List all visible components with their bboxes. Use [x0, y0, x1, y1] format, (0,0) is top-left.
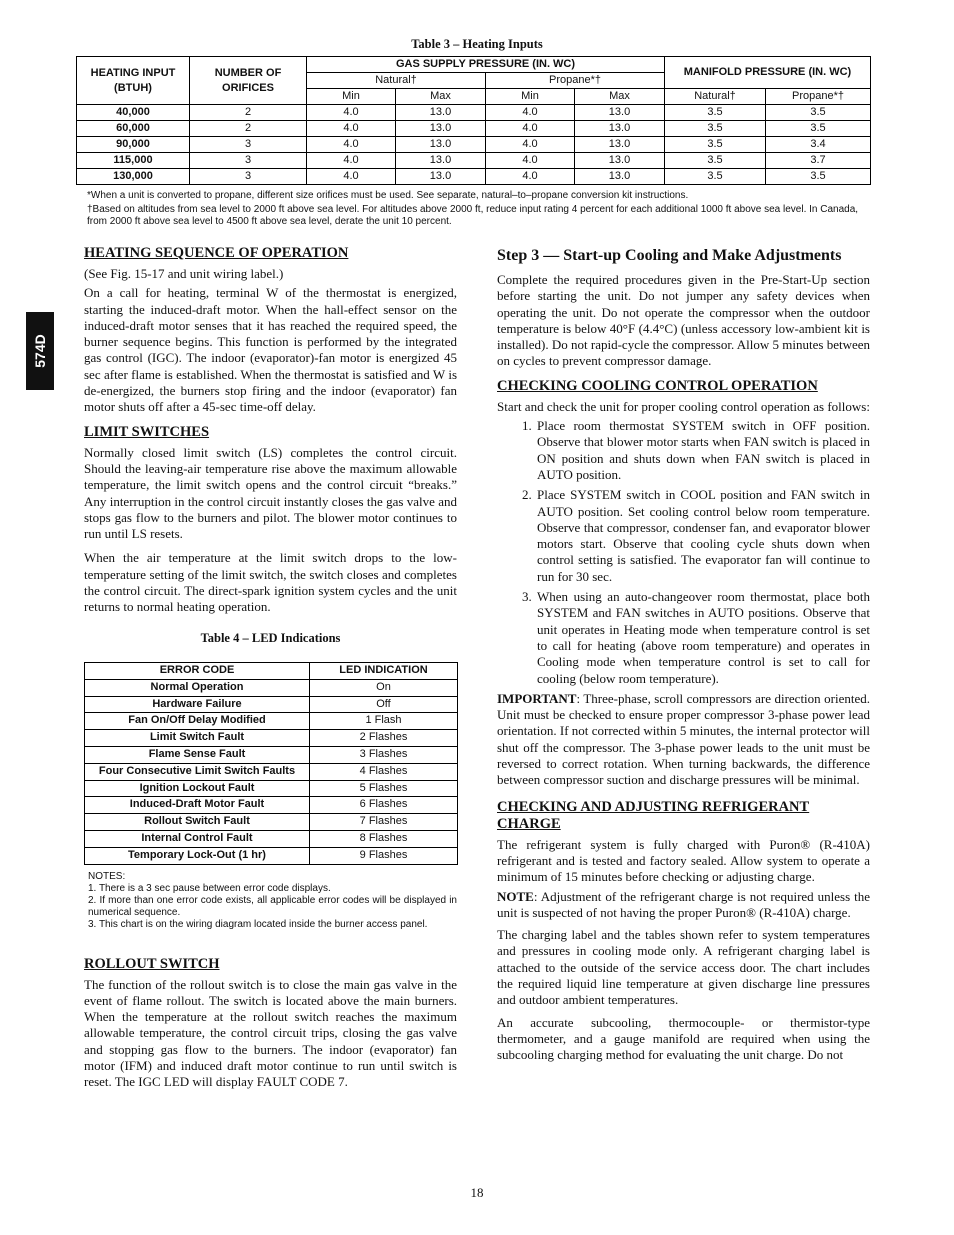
table4-notes	[88, 871, 457, 932]
header-manifold-propane: Propane*†	[766, 89, 871, 105]
led-indications-table	[84, 662, 458, 865]
header-error-code: ERROR CODE	[85, 662, 310, 679]
table4-row	[85, 780, 458, 797]
step3-body: Complete the required procedures given in the Pre-Start-Up section before starting the unit. Do not jumper any safety devices when operating the unit. Do not operate the compressor when the outdoor temperature is below 40°F (4.4°C) (unless accessory low-ambient kit is installed). Do not rapid-cycle the compressor. Allow 5 minutes between on cycles to prevent compressor damage.	[497, 272, 870, 369]
error-code-cell: Flame Sense Fault	[85, 746, 310, 763]
cooling-step: 1. Place room thermostat SYSTEM switch in OFF position. Observe that blower motor starts when FAN switch is placed in ON position and shuts down when FAN switch is placed in AUTO position.	[535, 418, 870, 483]
table4-note: 1. There is a 3 sec pause between error code displays.	[88, 882, 331, 894]
table3-cell: 3.5	[665, 105, 766, 121]
error-code-cell: Four Consecutive Limit Switch Faults	[85, 763, 310, 780]
table3-cell: 13.0	[575, 105, 665, 121]
table3-row	[77, 169, 871, 185]
important-body: : Three-phase, scroll compressors are direction oriented. Unit must be checked to ensure proper compressor 3-phase power lead orientation. If not corrected within 5 minutes, the internal protector will shut off the compressor. The 3-phase power leads to the unit must be reversed to correct rotation. When turning backwards, the difference between compressor suction and discharge pressures will be minimal.	[497, 690, 870, 788]
table3-cell: 3.5	[665, 121, 766, 137]
error-code-cell: Normal Operation	[85, 679, 310, 696]
cooling-step: 3. When using an auto-changeover room thermostat, place both SYSTEM and FAN switches in AUTO positions. Observe that unit operates in Heating mode when temperature control is set to call for heating (above room temperature) and operates in Cooling mode when temperature control is set to call for cooling (below room temperature).	[535, 589, 870, 687]
header-manifold: MANIFOLD PRESSURE (IN. WC)	[665, 57, 871, 89]
note-paragraph	[497, 889, 870, 922]
error-code-cell: Ignition Lockout Fault	[85, 780, 310, 797]
refrigerant-charge-heading: CHECKING AND ADJUSTING REFRIGERANT CHARGE	[497, 798, 810, 832]
important-label: IMPORTANT	[497, 690, 577, 706]
error-code-cell: Fan On/Off Delay Modified	[85, 713, 310, 730]
table3-cell: 4.0	[307, 153, 396, 169]
table4-note: 3. This chart is on the wiring diagram located inside the burner access panel.	[88, 919, 428, 931]
led-indication-cell: 5 Flashes	[310, 780, 458, 797]
limit-switches-heading: LIMIT SWITCHES	[84, 423, 210, 440]
table4-row	[85, 814, 458, 831]
table3-cell: 3	[190, 137, 307, 153]
rollout-body: The function of the rollout switch is to close the main gas valve in the event of flame rollout. The switch is located above the main burners. When the temperature at the rollout switch reaches the maximum allowable temperature, the control circuit trips, closing the gas valve and stopping gas flow to the burners. The indoor (evaporator) fan motor (IFM) and induced draft motor continue to run until switch is reset. The IGC LED will display FAULT CODE 7.	[84, 976, 457, 1090]
table3-cell: 4.0	[486, 121, 575, 137]
table3-cell: 4.0	[307, 137, 396, 153]
table4-title: Table 4 – LED Indications	[200, 630, 341, 645]
table4-row	[85, 847, 458, 864]
rollout-switch-heading: ROLLOUT SWITCH	[84, 955, 220, 972]
header-natural: Natural†	[307, 73, 486, 89]
table3-cell: 4.0	[307, 121, 396, 137]
table3-cell: 13.0	[575, 169, 665, 185]
table3-cell: 13.0	[396, 153, 486, 169]
table4-row	[85, 746, 458, 763]
header-natural-max: Max	[396, 89, 486, 105]
subcooling-body: An accurate subcooling, thermocouple- or thermistor-type thermometer, and a gauge manifold are required when using the subcooling charging method for evaluating the unit charge. Do not	[497, 1014, 870, 1063]
table3-row	[77, 137, 871, 153]
table4-row	[85, 763, 458, 780]
table3-cell: 4.0	[486, 105, 575, 121]
table3-cell: 13.0	[396, 121, 486, 137]
table4-row	[85, 797, 458, 814]
header-heating-input: HEATING INPUT (BTUH)	[77, 57, 190, 105]
page-number: 18	[470, 1185, 484, 1200]
table3-cell: 3.4	[766, 137, 871, 153]
table4-note: NOTES:	[88, 870, 126, 882]
limit-body-2: When the air temperature at the limit switch drops to the low-temperature setting of the limit switch, the switch closes and completes the control circuit. The direct-spark ignition system cycles and the unit returns to normal heating operation.	[84, 550, 457, 615]
heating-see-note: (See Fig. 15-17 and unit wiring label.)	[84, 266, 284, 281]
table3-cell: 115,000	[77, 153, 190, 169]
table3-row	[77, 121, 871, 137]
cooling-control-heading: CHECKING COOLING CONTROL OPERATION	[497, 377, 818, 394]
led-indication-cell: 7 Flashes	[310, 814, 458, 831]
table3-title: Table 3 – Heating Inputs	[411, 37, 543, 51]
table3-cell: 2	[190, 105, 307, 121]
error-code-cell: Temporary Lock-Out (1 hr)	[85, 847, 310, 864]
table3-cell: 3.7	[766, 153, 871, 169]
limit-body-1: Normally closed limit switch (LS) completes the control circuit. Should the leaving-air temperature rise above the maximum allowable temperature, the limit switch opens and the control circuit “breaks.” Any interruption in the control circuit instantly closes the gas valve and stops gas flow to the burners and pilot. The blower motor continues to run until LS resets.	[84, 444, 457, 542]
table3-cell: 90,000	[77, 137, 190, 153]
led-indication-cell: 1 Flash	[310, 713, 458, 730]
table3-cell: 40,000	[77, 105, 190, 121]
table3-cell: 4.0	[486, 169, 575, 185]
table3-note: †Based on altitudes from sea level to 2000 ft above sea level. For altitudes above 2000 ft, reduce input rating 4 percent for each additional 1000 ft above sea level. In Canada, from 2000 ft above sea level to 4500 ft above sea level, derate the unit 10 percent.	[87, 204, 859, 227]
table3-cell: 13.0	[575, 153, 665, 169]
header-propane-min: Min	[486, 89, 575, 105]
charging-body: The charging label and the tables shown refer to system temperatures and pressures in cooling mode only. A refrigerant charging label is attached to the outside of the service access door. The chart includes the required liquid line temperature at given discharge line pressures and outdoor ambient temperatures.	[497, 927, 870, 1008]
header-orifices: NUMBER OF ORIFICES	[190, 57, 307, 105]
table3-cell: 4.0	[307, 105, 396, 121]
table3-cell: 3	[190, 169, 307, 185]
table3-cell: 13.0	[396, 105, 486, 121]
table4-note: 2. If more than one error code exists, all applicable error codes will be displayed in numerical sequence.	[88, 894, 457, 919]
table4-row	[85, 696, 458, 713]
table3-cell: 13.0	[575, 137, 665, 153]
refrigerant-body: The refrigerant system is fully charged with Puron® (R-410A) refrigerant and is tested and factory sealed. Allow system to operate a minimum of 15 minutes before checking or adjusting charge.	[497, 836, 870, 885]
note-body: : Adjustment of the refrigerant charge is not required unless the unit is suspected of not having the proper Puron® (R-410A) charge.	[497, 888, 870, 920]
step3-heading: Step 3 — Start-up Cooling and Make Adjustments	[497, 247, 842, 264]
error-code-cell: Induced-Draft Motor Fault	[85, 797, 310, 814]
table3-cell: 130,000	[77, 169, 190, 185]
table3-cell: 2	[190, 121, 307, 137]
led-indication-cell: 2 Flashes	[310, 730, 458, 747]
table3-row	[77, 153, 871, 169]
table3-cell: 4.0	[307, 169, 396, 185]
table3-cell: 13.0	[396, 169, 486, 185]
cooling-steps-list	[497, 418, 870, 687]
side-tab	[26, 312, 54, 390]
table3-cell: 3.5	[665, 153, 766, 169]
led-indication-cell: 3 Flashes	[310, 746, 458, 763]
heating-body: On a call for heating, terminal W of the thermostat is energized, starting the induced-draft motor. When the hall-effect sensor on the induced-draft motor senses that it has reached the required speed, the burner sequence begins. This function is performed by the integrated gas control (IGC). The indoor (evaporator)-fan motor is energized 45 sec after flame is established. When the thermostat is satisfied and W is de-energized, the burners stop firing and the indoor (evaporator) fan motor shuts off after a 45-sec time-off delay.	[84, 285, 457, 415]
cooling-intro: Start and check the unit for proper cooling control operation as follows:	[497, 398, 870, 414]
table4-row	[85, 730, 458, 747]
led-indication-cell: 4 Flashes	[310, 763, 458, 780]
led-indication-cell: On	[310, 679, 458, 696]
table4-row	[85, 679, 458, 696]
error-code-cell: Limit Switch Fault	[85, 730, 310, 747]
led-indication-cell: 6 Flashes	[310, 797, 458, 814]
table3-cell: 60,000	[77, 121, 190, 137]
header-natural-min: Min	[307, 89, 396, 105]
right-column	[497, 245, 870, 1066]
left-column	[84, 245, 457, 1094]
heating-inputs-table	[76, 56, 871, 185]
important-paragraph	[497, 691, 870, 789]
table3-cell: 4.0	[486, 153, 575, 169]
table3-cell: 3.5	[766, 169, 871, 185]
table3-cell: 3.5	[766, 121, 871, 137]
note-label: NOTE	[497, 888, 534, 904]
header-manifold-natural: Natural†	[665, 89, 766, 105]
side-tab-label: 574D	[32, 334, 48, 368]
error-code-cell: Rollout Switch Fault	[85, 814, 310, 831]
led-indication-cell: 9 Flashes	[310, 847, 458, 864]
table3-cell: 3.5	[665, 137, 766, 153]
header-gas-supply: GAS SUPPLY PRESSURE (IN. WC)	[307, 57, 665, 73]
table4-row	[85, 830, 458, 847]
error-code-cell: Internal Control Fault	[85, 830, 310, 847]
table3-notes	[87, 190, 862, 230]
table3-cell: 3	[190, 153, 307, 169]
table3-cell: 13.0	[396, 137, 486, 153]
header-led-indication: LED INDICATION	[310, 662, 458, 679]
table3-cell: 4.0	[486, 137, 575, 153]
cooling-step: 2. Place SYSTEM switch in COOL position and FAN switch in AUTO position. Set cooling control below room temperature. Observe that compressor, condenser fan, and evaporator blower motors start. Observe that cooling cycle shuts down when control setting is satisfied. The evaporator fan will continue to run for 30 sec.	[535, 487, 870, 585]
table4-body	[85, 679, 458, 864]
table3-cell: 3.5	[766, 105, 871, 121]
table3-note: *When a unit is converted to propane, different size orifices must be used. See separate, natural–to–propane conversion kit instructions.	[87, 190, 689, 201]
led-indication-cell: 8 Flashes	[310, 830, 458, 847]
table3-cell: 3.5	[665, 169, 766, 185]
table3-body	[77, 105, 871, 185]
table4-row	[85, 713, 458, 730]
table3-cell: 13.0	[575, 121, 665, 137]
heating-sequence-heading: HEATING SEQUENCE OF OPERATION	[84, 245, 349, 261]
header-propane: Propane*†	[486, 73, 665, 89]
led-indication-cell: Off	[310, 696, 458, 713]
header-propane-max: Max	[575, 89, 665, 105]
table3-row	[77, 105, 871, 121]
error-code-cell: Hardware Failure	[85, 696, 310, 713]
